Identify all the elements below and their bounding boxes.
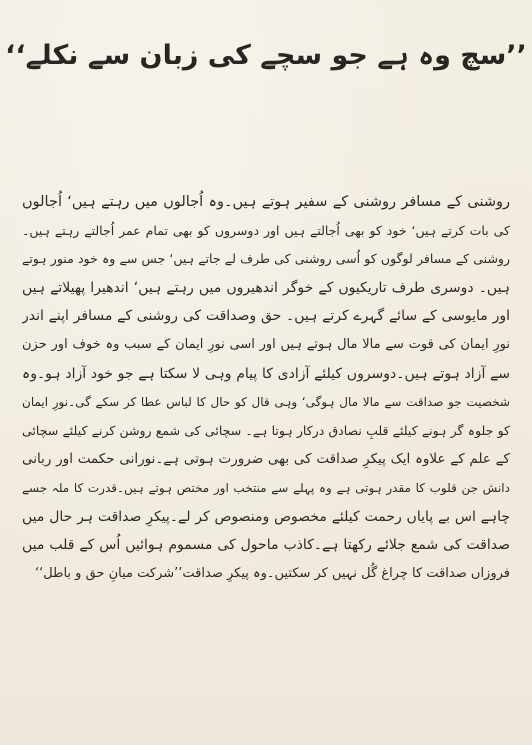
text-line: سے آزاد ہوتے ہیں۔دوسروں کیلئے آزادی کا پیام وہی لا سکتا ہے جو خود آزاد ہو۔وہ [22,365,510,382]
page-title: ’’سچ وہ ہے جو سچے کی زبان سے نکلے‘‘ [5,40,527,71]
text-line: روشنی کے مسافر روشنی کے سفیر ہوتے ہیں۔وہ اُجالوں میں رہتے ہیں‘ اُجالوں [22,194,510,210]
text-line: نورِ ایمان کی قوت سے مالا مال ہوتے ہیں اور اسی نورِ ایمان کے سبب وہ خوف اور حزن [22,336,510,352]
body-paragraph [22,188,510,588]
text-line: روشنی کے مسافر لوگوں کو اُسی روشنی کی طرف لے جاتے ہیں‘ جس سے وہ خود منور ہوتے [22,251,510,267]
text-line: چاہے اس بے پایاں رحمت کیلئے مخصوص ومنصوص کر لے۔پیکرِ صداقت ہر حال میں [22,508,510,525]
text-line: اور مایوسی کے سائے گہرے کرتے ہیں۔ حق وصداقت کی روشنی کے مسافر اپنے اندر [22,308,510,325]
text-line: دانش جن قلوب کا مقدر ہوتی ہے وہ پہلے سے منتخب اور مختص ہوتے ہیں۔قدرت کا ملہ جسے [22,480,510,495]
text-line: ہیں۔ دوسری طرف تاریکیوں کے خوگر اندھیروں میں رہتے ہیں‘ اندھیرا پھیلاتے ہیں [22,279,510,296]
text-line: صداقت کی شمع جلائے رکھتا ہے۔کاذب ماحول کی مسموم ہوائیں اُس کے قلب میں [22,537,510,554]
text-line: کے علم کے علاوہ ایک پیکرِ صداقت کی بھی ضرورت ہوتی ہے۔نورانی حکمت اور ربانی [22,451,510,468]
text-line: کو جلوہ گر ہونے کیلئے قلبِ نصادق درکار ہوتا ہے۔ سچائی کی شمع روشن کرنے کیلئے سچائی [22,422,510,438]
text-line: فروزاں صداقت کا چراغ گُل نہیں کر سکتیں۔وہ پیکرِ صداقت’’شرکت میانِ حق و باطل‘‘ [35,565,510,581]
text-line: کی بات کرتے ہیں‘ خود کو بھی اُجالتے ہیں اور دوسروں کو بھی تمام عمر اُجالتے رہتے ہیں۔ [22,222,510,238]
text-line: شخصیت جو صداقت سے مالا مال ہوگی‘ وہی قال کو حال کا لباس عطا کر سکے گی۔نورِ ایمان [22,395,510,410]
